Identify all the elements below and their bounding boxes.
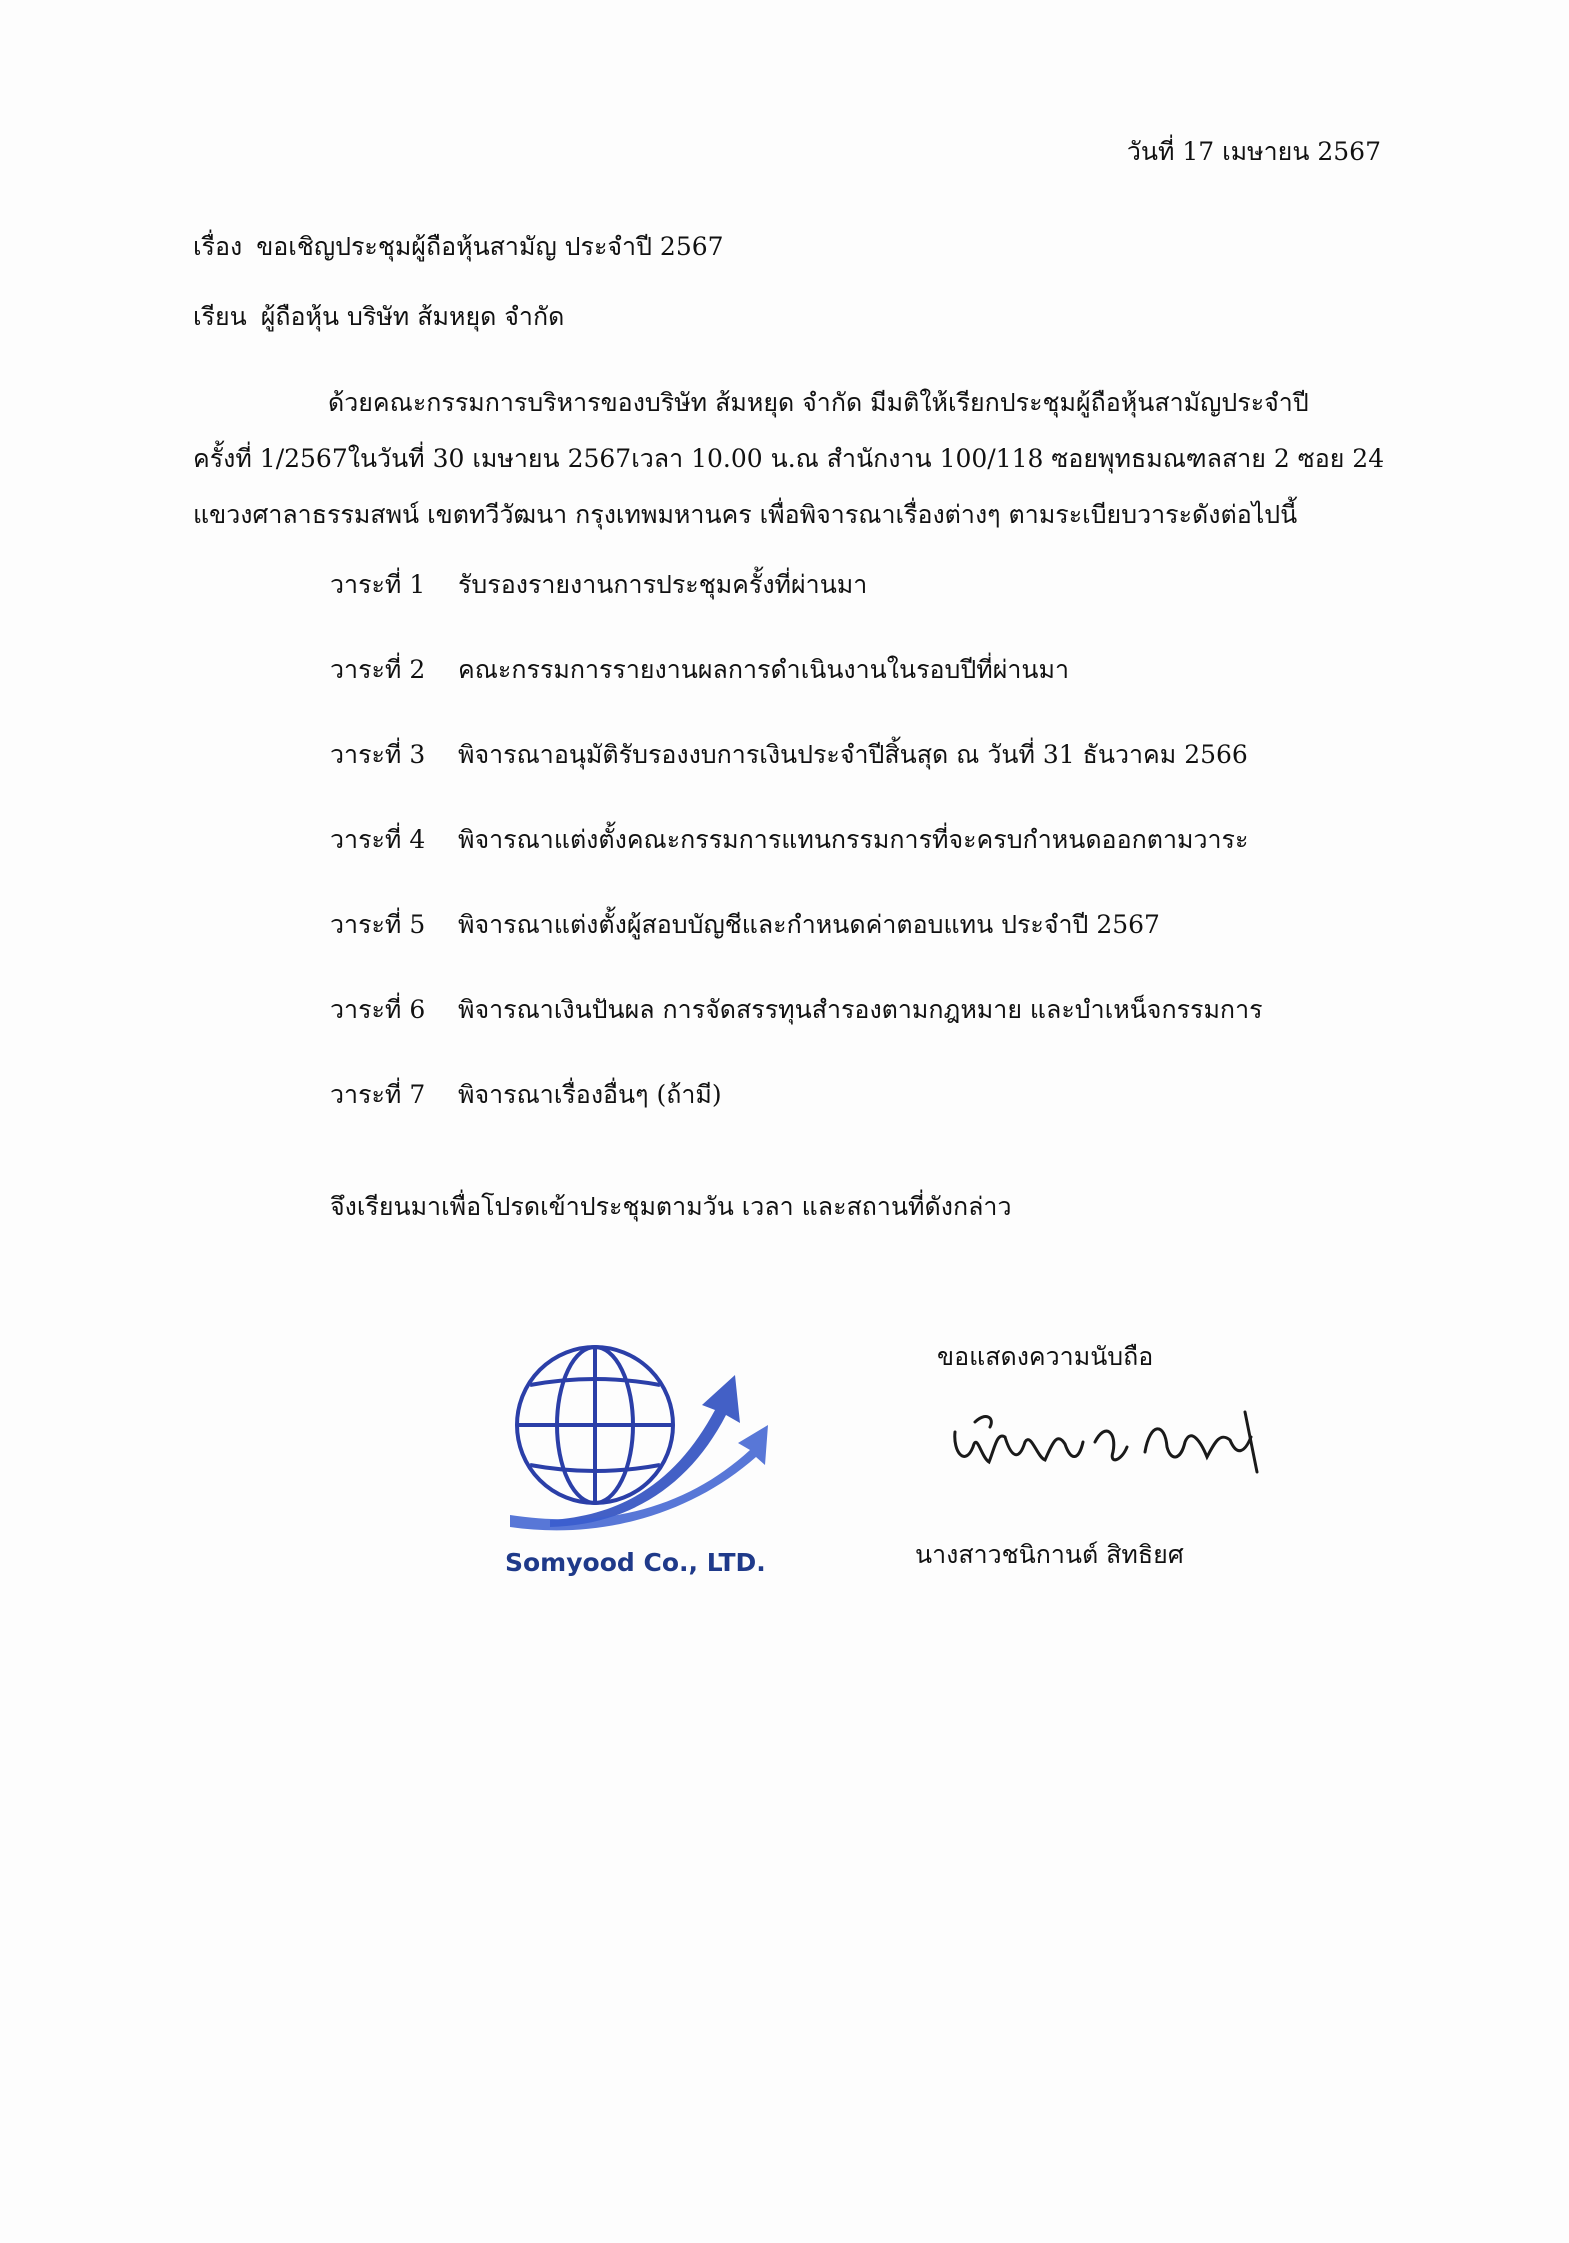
- subject-label: เรื่อง: [193, 232, 243, 261]
- agenda-number: วาระที่ 1: [330, 570, 426, 599]
- body-line-3: แขวงศาลาธรรมสพน์ เขตทวีวัฒนา กรุงเทพมหานคร เพื่อพิจารณาเรื่องต่างๆ ตามระเบียบวาระดังต่อไปนี้: [193, 500, 1298, 529]
- agenda-text: พิจารณาแต่งตั้งผู้สอบบัญชีและกำหนดค่าตอบแทน ประจำปี 2567: [458, 910, 1160, 939]
- agenda-list: [330, 568, 1263, 1163]
- agenda-number: วาระที่ 7: [330, 1080, 426, 1109]
- letter-date: วันที่ 17 เมษายน 2567: [1126, 137, 1381, 166]
- agenda-number: วาระที่ 2: [330, 655, 426, 684]
- agenda-text: พิจารณาเรื่องอื่นๆ (ถ้ามี): [458, 1080, 722, 1109]
- regards-text: ขอแสดงความนับถือ: [937, 1342, 1154, 1371]
- company-logo-text: Somyood Co., LTD.: [505, 1548, 766, 1577]
- closing-sentence: จึงเรียนมาเพื่อโปรดเข้าประชุมตามวัน เวลา และสถานที่ดังกล่าว: [330, 1192, 1012, 1221]
- body-paragraph: [193, 386, 1385, 554]
- agenda-text: พิจารณาอนุมัติรับรองงบการเงินประจำปีสิ้นสุด ณ วันที่ 31 ธันวาคม 2566: [458, 740, 1248, 769]
- body-line-2: ครั้งที่ 1/2567ในวันที่ 30 เมษายน 2567เวลา 10.00 น.ณ สำนักงาน 100/118 ซอยพุทธมณฑลสาย 2 ซอย 24: [193, 444, 1385, 473]
- signer-name: นางสาวชนิกานต์ สิทธิยศ: [915, 1540, 1184, 1569]
- agenda-number: วาระที่ 6: [330, 995, 426, 1024]
- agenda-item: [330, 993, 1263, 1078]
- signature-icon: [945, 1402, 1275, 1492]
- agenda-item: [330, 653, 1263, 738]
- recipient-text: ผู้ถือหุ้น บริษัท ส้มหยุด จำกัด: [260, 302, 565, 331]
- body-line-1: ด้วยคณะกรรมการบริหารของบริษัท ส้มหยุด จำกัด มีมติให้เรียกประชุมผู้ถือหุ้นสามัญประจำปี: [328, 388, 1309, 417]
- agenda-item: [330, 568, 1263, 653]
- recipient-label: เรียน: [193, 302, 247, 331]
- agenda-text: รับรองรายงานการประชุมครั้งที่ผ่านมา: [458, 570, 868, 599]
- subject-text: ขอเชิญประชุมผู้ถือหุ้นสามัญ ประจำปี 2567: [256, 232, 724, 261]
- subject-line: [193, 230, 724, 264]
- agenda-item: [330, 908, 1263, 993]
- agenda-text: พิจารณาแต่งตั้งคณะกรรมการแทนกรรมการที่จะครบกำหนดออกตามวาระ: [458, 825, 1249, 854]
- agenda-number: วาระที่ 3: [330, 740, 426, 769]
- globe-with-arrow-icon: [490, 1315, 770, 1545]
- handwritten-signature: [945, 1402, 1275, 1492]
- agenda-text: คณะกรรมการรายงานผลการดำเนินงานในรอบปีที่ผ่านมา: [458, 655, 1070, 684]
- agenda-item: [330, 823, 1263, 908]
- agenda-item: [330, 738, 1263, 823]
- agenda-number: วาระที่ 4: [330, 825, 426, 854]
- agenda-item: [330, 1078, 1263, 1163]
- recipient-line: [193, 300, 564, 334]
- agenda-number: วาระที่ 5: [330, 910, 426, 939]
- agenda-text: พิจารณาเงินปันผล การจัดสรรทุนสำรองตามกฎหมาย และบำเหน็จกรรมการ: [458, 995, 1263, 1024]
